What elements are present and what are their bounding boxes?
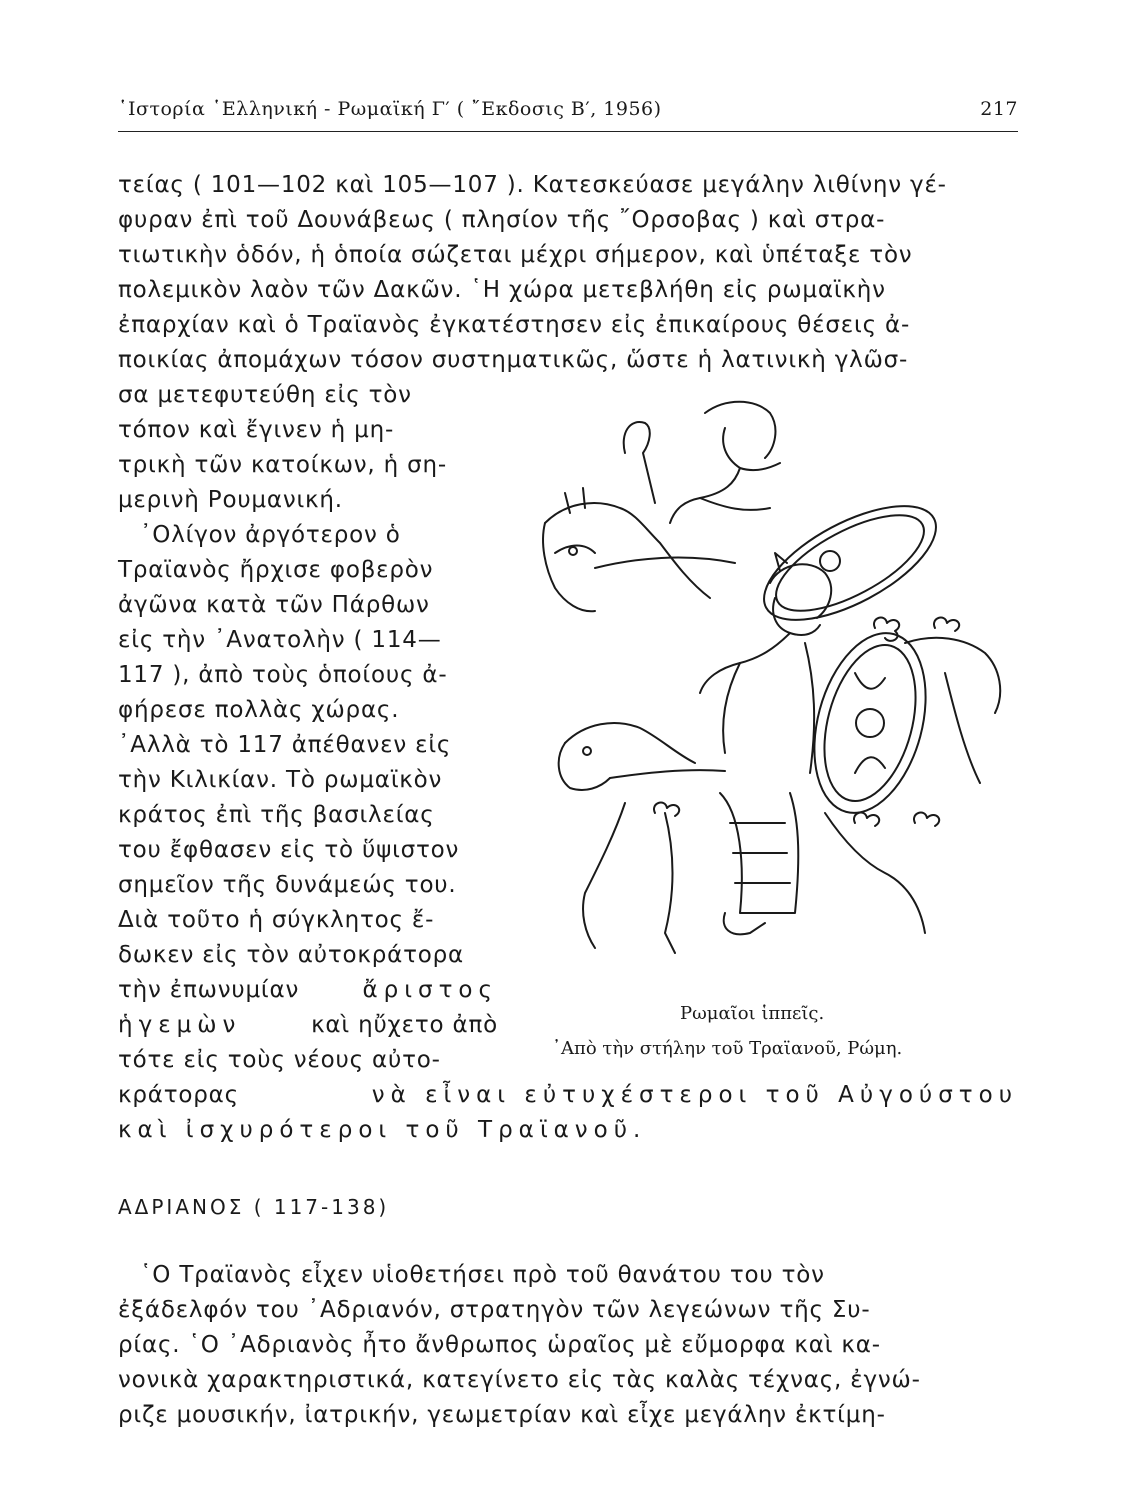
text-line: Τραϊανὸς ἤρχισε φοβερὸν [118, 557, 434, 583]
header-rule [118, 131, 1018, 132]
text-line: εἰς τὴν ᾿Ανατολὴν ( 114— [118, 627, 442, 653]
text-line: ᾿Ολίγον ἀργότερον ὁ [140, 522, 401, 548]
text-line: φυραν ἐπὶ τοῦ Δουνάβεως ( πλησίον τῆς ῎Ορσοβας ) καὶ στρα- [118, 207, 886, 233]
text-line: ῾Ο Τραϊανὸς εἶχεν υἱοθετήσει πρὸ τοῦ θανάτου του τὸν [140, 1262, 825, 1288]
text-line: σημεῖον τῆς δυνάμεώς του. [118, 872, 457, 898]
emphasis-text: ἄριστος [362, 977, 498, 1003]
text-line: ριζε μουσικήν, ἰατρικήν, γεωμετρίαν καὶ εἶχε μεγάλην ἐκτίμη- [118, 1402, 886, 1428]
emphasis-text: νὰ εἶναι εὐτυχέστεροι τοῦ Αὐγούστου [371, 1082, 1018, 1108]
text-line: πολεμικὸν λαὸν τῶν Δακῶν. ῾Η χώρα μετεβλήθη εἰς ρωμαϊκὴν [118, 277, 886, 303]
text-line: ἐπαρχίαν καὶ ὁ Τραϊανὸς ἐγκατέστησεν εἰς ἐπικαίρους θέσεις ἀ- [118, 312, 911, 338]
running-header [118, 98, 1018, 120]
text-line: μερινὴ Ρουμανική. [118, 487, 343, 513]
text-line: ἡγεμὼν καὶ ηὔχετο ἀπὸ [118, 1012, 498, 1038]
section-heading: ΑΔΡΙΑΝΟΣ ( 117-138) [118, 1195, 390, 1219]
text-line: τὴν ἐπωνυμίαν ἄριστος [118, 977, 498, 1003]
text-line: φήρεσε πολλὰς χώρας. [118, 697, 400, 723]
text-line: ἀγῶνα κατὰ τῶν Πάρθων [118, 592, 430, 618]
text-line: κράτορας νὰ εἶναι εὐτυχέστεροι τοῦ Αὐγούστου [118, 1082, 1018, 1108]
text-line: κράτος ἐπὶ τῆς βασιλείας [118, 802, 435, 828]
running-title: ῾Ιστορία ῾Ελληνική - Ρωμαϊκή Γ′ ( ῎Εκδοσις Β′, 1956) [118, 98, 662, 120]
text-line: ρίας. ῾Ο ᾿Αδριανὸς ἦτο ἄνθρωπος ὡραῖος μὲ εὔμορφα καὶ κα- [118, 1332, 881, 1358]
emphasis-text: ἡγεμὼν [118, 1012, 242, 1038]
text-line: νονικὰ χαρακτηριστικά, κατεγίνετο εἰς τὰς καλὰς τέχνας, ἐγνώ- [118, 1367, 921, 1393]
text-line: ἐξάδελφόν του ᾿Αδριανόν, στρατηγὸν τῶν λεγεώνων τῆς Συ- [118, 1297, 871, 1323]
text-line: τόπον καὶ ἔγινεν ἡ μη- [118, 417, 395, 443]
figure-caption-source: ᾿Απὸ τὴν στήλην τοῦ Τραϊανοῦ, Ρώμη. [552, 1038, 903, 1059]
text-line: Διὰ τοῦτο ἡ σύγκλητος ἔ- [118, 907, 435, 933]
text-line: τιωτικὴν ὁδόν, ἡ ὁποία σώζεται μέχρι σήμερον, καὶ ὑπέταξε τὸν [118, 242, 913, 268]
page-number: 217 [980, 98, 1018, 120]
text-line: τείας ( 101—102 καὶ 105—107 ). Κατεσκεύασε μεγάλην λιθίνην γέ- [118, 172, 947, 198]
text-line: του ἔφθασεν εἰς τὸ ὕψιστον [118, 837, 460, 863]
text-line: ᾿Αλλὰ τὸ 117 ἀπέθανεν εἰς [118, 732, 452, 758]
figure-caption-title: Ρωμαῖοι ἱππεῖς. [680, 1003, 825, 1024]
text-line: δωκεν εἰς τὸν αὐτοκράτορα [118, 942, 464, 968]
text-line [118, 1117, 1018, 1143]
emphasis-text: καὶ ἰσχυρότεροι τοῦ Τραϊανοῦ. [118, 1117, 647, 1143]
text-line: ποικίας ἀπομάχων τόσον συστηματικῶς, ὥστε ἡ λατινικὴ γλῶσ- [118, 347, 909, 373]
text-line: τρικὴ τῶν κατοίκων, ἡ ση- [118, 452, 447, 478]
roman-horsemen-illustration [525, 393, 1025, 993]
text-line: 117 ), ἀπὸ τοὺς ὁποίους ἀ- [118, 662, 448, 688]
text-line: τότε εἰς τοὺς νέους αὐτο- [118, 1047, 441, 1073]
text-line: σα μετεφυτεύθη εἰς τὸν [118, 382, 412, 408]
text-line: τὴν Κιλικίαν. Τὸ ρωμαϊκὸν [118, 767, 443, 793]
